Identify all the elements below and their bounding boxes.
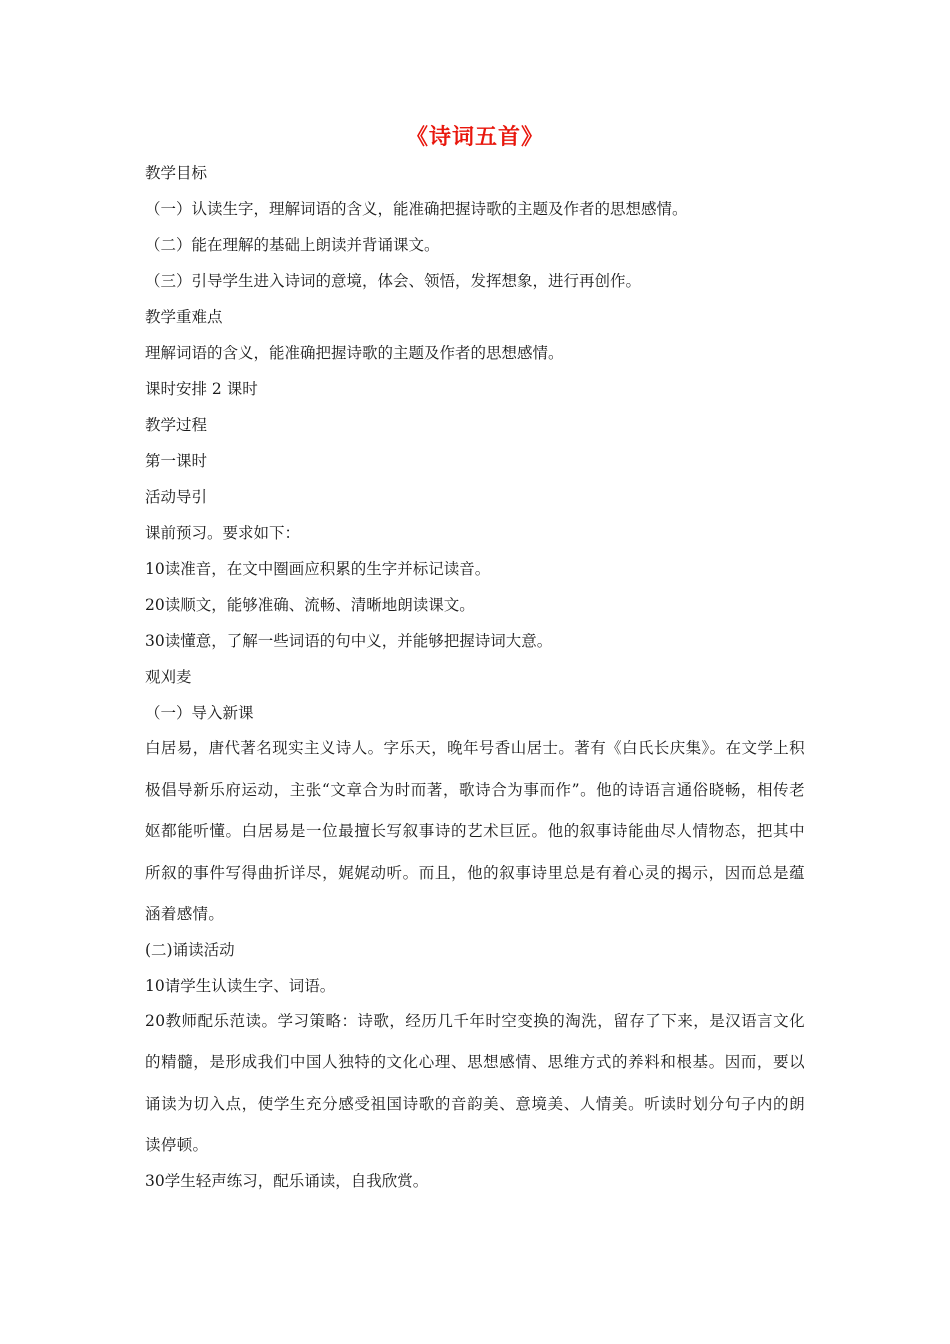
heading-activity-guide: 活动导引: [145, 488, 208, 506]
document-title: 《诗词五首》: [405, 124, 544, 150]
preview-item-1: 10读准音，在文中圈画应积累的生字并标记读音。: [145, 560, 491, 578]
reading-item-2-paragraph: 20教师配乐范读。学习策略：诗歌，经历几千年时空变换的淘洗，留存了下来，是汉语言文化的精髓，是形成我们中国人独特的文化心理、思想感情、思维方式的养料和根基。因而，要以诵读为切入点，使学生充分感受祖国诗歌的音韵美、意境美、人情美。听读时划分句子内的朗读停顿。: [145, 1011, 805, 1154]
section-2-heading: (二)诵读活动: [145, 940, 235, 959]
goal-item-2: （二）能在理解的基础上朗读并背诵课文。: [145, 236, 440, 254]
section-1-heading: （一）导入新课: [145, 704, 254, 722]
reading-item-3: 30学生轻声练习，配乐诵读，自我欣赏。: [145, 1171, 429, 1190]
preview-item-3: 30读懂意，了解一些词语的句中义，并能够把握诗词大意。: [145, 632, 553, 650]
preview-item-2: 20读顺文，能够准确、流畅、清晰地朗读课文。: [145, 596, 475, 614]
class-schedule: 课时安排 2 课时: [145, 380, 258, 398]
heading-teaching-goals: 教学目标: [145, 164, 208, 182]
document-body: [145, 160, 805, 1204]
goal-item-1: （一）认读生字，理解词语的含义，能准确把握诗歌的主题及作者的思想感情。: [145, 200, 688, 218]
reading-item-1: 10请学生认读生字、词语。: [145, 976, 336, 995]
heading-key-points: 教学重难点: [145, 308, 223, 326]
poem-title: 观刈麦: [145, 668, 192, 686]
heading-teaching-process: 教学过程: [145, 416, 208, 434]
intro-paragraph: 白居易，唐代著名现实主义诗人。字乐天，晚年号香山居士。著有《白氏长庆集》。在文学上积极倡导新乐府运动，主张“文章合为时而著，歌诗合为事而作”。他的诗语言通俗晓畅，相传老妪都能听懂。白居易是一位最擅长写叙事诗的艺术巨匠。他的叙事诗能曲尽人情物态，把其中所叙的事件写得曲折详尽，娓娓动听。而且，他的叙事诗里总是有着心灵的揭示，因而总是蕴涵着感情。: [145, 739, 805, 923]
key-points-text: 理解词语的含义，能准确把握诗歌的主题及作者的思想感情。: [145, 344, 564, 362]
preview-requirements: 课前预习。要求如下：: [145, 524, 301, 542]
goal-item-3: （三）引导学生进入诗词的意境，体会、领悟，发挥想象，进行再创作。: [145, 272, 642, 290]
heading-first-lesson: 第一课时: [145, 452, 208, 470]
